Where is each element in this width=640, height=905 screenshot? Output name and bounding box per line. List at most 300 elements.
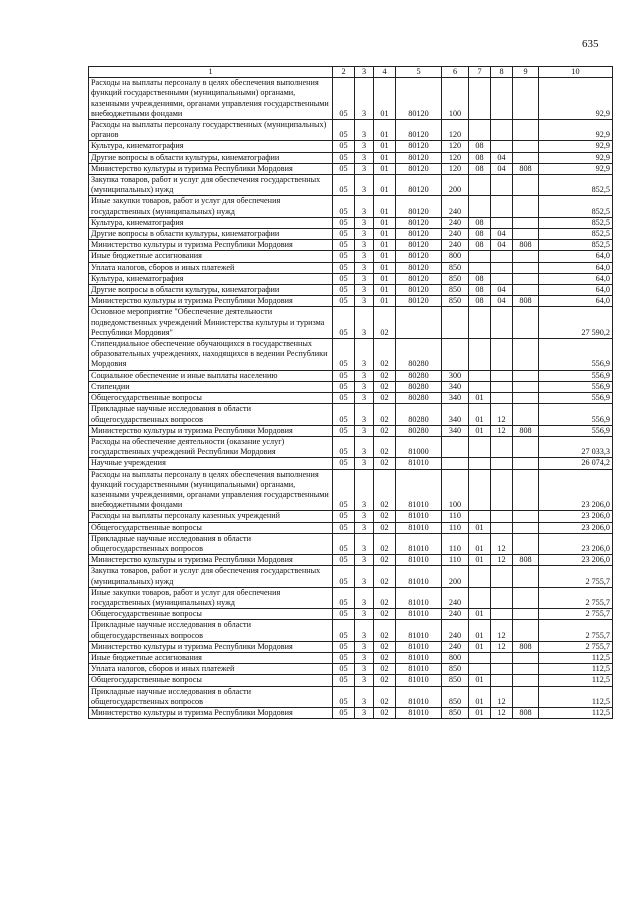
cell-expense-type: 850 xyxy=(442,273,469,284)
cell-target-code: 80120 xyxy=(396,196,442,217)
cell-code-4: 02 xyxy=(374,511,396,522)
cell-name: Закупка товаров, работ и услуг для обеспечения государственных (муниципальных) нужд xyxy=(89,175,333,196)
cell-code-3: 3 xyxy=(355,163,374,174)
cell-name: Министерство культуры и туризма Республики Мордовия xyxy=(89,296,333,307)
cell-code-3: 3 xyxy=(355,522,374,533)
column-header-1: 1 xyxy=(89,67,333,78)
cell-code-4: 01 xyxy=(374,262,396,273)
cell-section: 01 xyxy=(469,533,491,554)
cell-amount: 23 206,0 xyxy=(539,469,613,511)
cell-name: Иные бюджетные ассигнования xyxy=(89,251,333,262)
cell-name: Общегосударственные вопросы xyxy=(89,609,333,620)
cell-expense-type xyxy=(442,339,469,371)
cell-department: 808 xyxy=(513,707,539,718)
column-header-6: 6 xyxy=(442,67,469,78)
cell-amount: 64,0 xyxy=(539,296,613,307)
cell-department xyxy=(513,152,539,163)
budget-table xyxy=(88,66,613,719)
cell-department xyxy=(513,339,539,371)
cell-expense-type: 850 xyxy=(442,664,469,675)
table-row xyxy=(89,707,613,718)
cell-code-4: 02 xyxy=(374,404,396,425)
cell-target-code: 81010 xyxy=(396,707,442,718)
cell-section xyxy=(469,370,491,381)
cell-code-3: 3 xyxy=(355,641,374,652)
cell-expense-type: 200 xyxy=(442,175,469,196)
cell-target-code: 81010 xyxy=(396,511,442,522)
cell-expense-type: 850 xyxy=(442,285,469,296)
cell-subsection xyxy=(491,566,513,587)
cell-subsection: 12 xyxy=(491,707,513,718)
cell-name: Культура, кинематография xyxy=(89,141,333,152)
cell-code-2: 05 xyxy=(333,664,355,675)
table-row xyxy=(89,141,613,152)
table-row xyxy=(89,273,613,284)
cell-code-3: 3 xyxy=(355,381,374,392)
cell-code-3: 3 xyxy=(355,404,374,425)
table-row xyxy=(89,296,613,307)
cell-code-2: 05 xyxy=(333,273,355,284)
cell-target-code: 81010 xyxy=(396,458,442,469)
cell-code-3: 3 xyxy=(355,196,374,217)
column-header-4: 4 xyxy=(374,67,396,78)
cell-name: Расходы на выплаты персоналу казенных учреждений xyxy=(89,511,333,522)
cell-name: Стипендиальное обеспечение обучающихся в государственных образовательных учреждениях, находящихся в ведении Республики Мордовия xyxy=(89,339,333,371)
cell-code-4: 02 xyxy=(374,425,396,436)
cell-code-3: 3 xyxy=(355,469,374,511)
cell-target-code: 80120 xyxy=(396,152,442,163)
cell-code-2: 05 xyxy=(333,175,355,196)
cell-section: 01 xyxy=(469,522,491,533)
cell-code-4: 02 xyxy=(374,609,396,620)
cell-code-3: 3 xyxy=(355,511,374,522)
cell-section: 08 xyxy=(469,285,491,296)
cell-section: 01 xyxy=(469,707,491,718)
cell-code-2: 05 xyxy=(333,163,355,174)
cell-code-4: 02 xyxy=(374,370,396,381)
cell-code-4: 01 xyxy=(374,163,396,174)
cell-code-4: 02 xyxy=(374,566,396,587)
cell-subsection xyxy=(491,675,513,686)
table-row xyxy=(89,120,613,141)
cell-expense-type: 850 xyxy=(442,675,469,686)
column-header-5: 5 xyxy=(396,67,442,78)
cell-amount: 23 206,0 xyxy=(539,522,613,533)
cell-expense-type: 240 xyxy=(442,587,469,608)
cell-code-4: 02 xyxy=(374,469,396,511)
cell-expense-type: 340 xyxy=(442,425,469,436)
cell-subsection xyxy=(491,339,513,371)
cell-target-code: 81010 xyxy=(396,620,442,641)
table-row xyxy=(89,285,613,296)
cell-expense-type: 120 xyxy=(442,163,469,174)
cell-target-code: 81010 xyxy=(396,609,442,620)
table-row xyxy=(89,152,613,163)
cell-code-4: 02 xyxy=(374,436,396,457)
cell-department xyxy=(513,381,539,392)
cell-amount: 92,9 xyxy=(539,120,613,141)
cell-code-3: 3 xyxy=(355,393,374,404)
cell-name: Министерство культуры и туризма Республики Мордовия xyxy=(89,163,333,174)
cell-department: 808 xyxy=(513,296,539,307)
table-row xyxy=(89,587,613,608)
cell-amount: 64,0 xyxy=(539,285,613,296)
table-row xyxy=(89,609,613,620)
cell-expense-type: 100 xyxy=(442,78,469,120)
cell-amount: 852,5 xyxy=(539,175,613,196)
cell-target-code xyxy=(396,307,442,339)
cell-target-code: 80120 xyxy=(396,163,442,174)
cell-code-2: 05 xyxy=(333,566,355,587)
cell-target-code: 80280 xyxy=(396,404,442,425)
cell-code-2: 05 xyxy=(333,262,355,273)
cell-expense-type: 110 xyxy=(442,533,469,554)
cell-subsection: 12 xyxy=(491,555,513,566)
table-row xyxy=(89,163,613,174)
cell-department xyxy=(513,370,539,381)
cell-code-3: 3 xyxy=(355,686,374,707)
cell-expense-type: 120 xyxy=(442,120,469,141)
cell-amount: 23 206,0 xyxy=(539,511,613,522)
table-row xyxy=(89,664,613,675)
cell-section xyxy=(469,436,491,457)
cell-code-3: 3 xyxy=(355,609,374,620)
cell-name: Расходы на выплаты персоналу в целях обеспечения выполнения функций государственными (муниципальными) органами, казенными учреждениями, органами управления государственными внебюджетными фондами xyxy=(89,78,333,120)
cell-section: 01 xyxy=(469,404,491,425)
cell-target-code: 80280 xyxy=(396,393,442,404)
cell-code-2: 05 xyxy=(333,370,355,381)
cell-amount: 852,5 xyxy=(539,196,613,217)
cell-department xyxy=(513,393,539,404)
cell-subsection xyxy=(491,664,513,675)
cell-name: Общегосударственные вопросы xyxy=(89,675,333,686)
cell-code-3: 3 xyxy=(355,555,374,566)
cell-target-code: 80120 xyxy=(396,141,442,152)
cell-name: Прикладные научные исследования в области общегосударственных вопросов xyxy=(89,686,333,707)
table-row xyxy=(89,675,613,686)
table-row xyxy=(89,533,613,554)
cell-code-4: 02 xyxy=(374,652,396,663)
cell-name: Основное мероприятие "Обеспечение деятельности подведомственных учреждений Министерства культуры и туризма Республики Мордовия" xyxy=(89,307,333,339)
cell-code-2: 05 xyxy=(333,620,355,641)
table-row xyxy=(89,652,613,663)
cell-code-3: 3 xyxy=(355,587,374,608)
cell-code-2: 05 xyxy=(333,229,355,240)
cell-subsection xyxy=(491,587,513,608)
cell-code-2: 05 xyxy=(333,675,355,686)
cell-section: 08 xyxy=(469,229,491,240)
cell-subsection xyxy=(491,78,513,120)
cell-name: Другие вопросы в области культуры, кинематографии xyxy=(89,285,333,296)
cell-subsection xyxy=(491,273,513,284)
cell-code-2: 05 xyxy=(333,522,355,533)
table-row xyxy=(89,458,613,469)
cell-name: Прикладные научные исследования в области общегосударственных вопросов xyxy=(89,533,333,554)
cell-code-2: 05 xyxy=(333,587,355,608)
cell-amount: 2 755,7 xyxy=(539,587,613,608)
cell-name: Министерство культуры и туризма Республики Мордовия xyxy=(89,707,333,718)
cell-expense-type: 240 xyxy=(442,609,469,620)
cell-code-4: 02 xyxy=(374,664,396,675)
cell-name: Министерство культуры и туризма Республики Мордовия xyxy=(89,555,333,566)
cell-name: Стипендии xyxy=(89,381,333,392)
cell-name: Культура, кинематография xyxy=(89,273,333,284)
cell-name: Другие вопросы в области культуры, кинематографии xyxy=(89,152,333,163)
cell-expense-type: 300 xyxy=(442,370,469,381)
cell-section xyxy=(469,566,491,587)
cell-section xyxy=(469,469,491,511)
cell-subsection: 04 xyxy=(491,296,513,307)
cell-name: Министерство культуры и туризма Республики Мордовия xyxy=(89,425,333,436)
cell-code-3: 3 xyxy=(355,458,374,469)
cell-name: Другие вопросы в области культуры, кинематографии xyxy=(89,229,333,240)
table-row xyxy=(89,404,613,425)
cell-subsection: 04 xyxy=(491,163,513,174)
table-row xyxy=(89,686,613,707)
cell-code-2: 05 xyxy=(333,533,355,554)
cell-code-3: 3 xyxy=(355,566,374,587)
cell-code-4: 01 xyxy=(374,196,396,217)
cell-expense-type: 850 xyxy=(442,296,469,307)
cell-code-2: 05 xyxy=(333,196,355,217)
cell-amount: 92,9 xyxy=(539,163,613,174)
cell-amount: 852,5 xyxy=(539,240,613,251)
table-row xyxy=(89,196,613,217)
cell-code-3: 3 xyxy=(355,152,374,163)
cell-name: Общегосударственные вопросы xyxy=(89,522,333,533)
cell-code-2: 05 xyxy=(333,339,355,371)
cell-code-4: 02 xyxy=(374,620,396,641)
cell-name: Расходы на выплаты персоналу в целях обеспечения выполнения функций государственными (муниципальными) органами, казенными учреждениями, органами управления государственными внебюджетными фондами xyxy=(89,469,333,511)
table-row xyxy=(89,381,613,392)
cell-code-2: 05 xyxy=(333,141,355,152)
cell-section xyxy=(469,120,491,141)
cell-department: 808 xyxy=(513,555,539,566)
cell-subsection xyxy=(491,436,513,457)
cell-amount: 92,9 xyxy=(539,152,613,163)
cell-amount: 112,5 xyxy=(539,664,613,675)
cell-subsection xyxy=(491,307,513,339)
cell-code-2: 05 xyxy=(333,404,355,425)
cell-code-3: 3 xyxy=(355,141,374,152)
cell-expense-type: 850 xyxy=(442,686,469,707)
cell-code-3: 3 xyxy=(355,307,374,339)
table-row xyxy=(89,620,613,641)
cell-amount: 64,0 xyxy=(539,262,613,273)
cell-subsection xyxy=(491,196,513,217)
cell-name: Министерство культуры и туризма Республики Мордовия xyxy=(89,240,333,251)
cell-code-4: 02 xyxy=(374,587,396,608)
cell-department xyxy=(513,533,539,554)
cell-expense-type: 240 xyxy=(442,620,469,641)
cell-name: Иные бюджетные ассигнования xyxy=(89,652,333,663)
cell-section xyxy=(469,251,491,262)
cell-code-2: 05 xyxy=(333,511,355,522)
cell-section: 01 xyxy=(469,609,491,620)
cell-subsection: 04 xyxy=(491,229,513,240)
cell-section xyxy=(469,587,491,608)
table-row xyxy=(89,393,613,404)
cell-department xyxy=(513,404,539,425)
cell-code-4: 02 xyxy=(374,675,396,686)
cell-code-4: 01 xyxy=(374,78,396,120)
cell-code-2: 05 xyxy=(333,707,355,718)
cell-expense-type: 240 xyxy=(442,641,469,652)
cell-target-code: 80120 xyxy=(396,285,442,296)
cell-code-2: 05 xyxy=(333,307,355,339)
cell-department xyxy=(513,120,539,141)
cell-department xyxy=(513,511,539,522)
cell-section: 08 xyxy=(469,217,491,228)
cell-amount: 112,5 xyxy=(539,675,613,686)
cell-code-3: 3 xyxy=(355,217,374,228)
cell-section: 01 xyxy=(469,620,491,641)
cell-code-3: 3 xyxy=(355,251,374,262)
cell-section: 01 xyxy=(469,393,491,404)
cell-amount: 92,9 xyxy=(539,141,613,152)
cell-amount: 556,9 xyxy=(539,370,613,381)
cell-department xyxy=(513,251,539,262)
cell-code-2: 05 xyxy=(333,425,355,436)
cell-amount: 556,9 xyxy=(539,393,613,404)
cell-amount: 2 755,7 xyxy=(539,566,613,587)
cell-amount: 2 755,7 xyxy=(539,641,613,652)
cell-code-3: 3 xyxy=(355,370,374,381)
cell-target-code: 80280 xyxy=(396,370,442,381)
cell-subsection xyxy=(491,652,513,663)
cell-code-4: 01 xyxy=(374,217,396,228)
cell-code-2: 05 xyxy=(333,652,355,663)
column-header-7: 7 xyxy=(469,67,491,78)
cell-target-code: 81010 xyxy=(396,675,442,686)
cell-target-code: 81000 xyxy=(396,436,442,457)
cell-department xyxy=(513,196,539,217)
cell-code-2: 05 xyxy=(333,251,355,262)
cell-amount: 64,0 xyxy=(539,251,613,262)
cell-target-code: 80120 xyxy=(396,273,442,284)
header-row xyxy=(89,67,613,78)
cell-code-4: 01 xyxy=(374,141,396,152)
cell-expense-type: 110 xyxy=(442,522,469,533)
cell-department: 808 xyxy=(513,240,539,251)
cell-code-2: 05 xyxy=(333,296,355,307)
page-number: 635 xyxy=(582,38,599,50)
cell-code-3: 3 xyxy=(355,120,374,141)
cell-code-3: 3 xyxy=(355,78,374,120)
cell-code-4: 02 xyxy=(374,307,396,339)
cell-subsection xyxy=(491,511,513,522)
cell-expense-type xyxy=(442,436,469,457)
cell-amount: 92,9 xyxy=(539,78,613,120)
cell-amount: 27 590,2 xyxy=(539,307,613,339)
table-row xyxy=(89,339,613,371)
cell-amount: 556,9 xyxy=(539,339,613,371)
cell-subsection xyxy=(491,217,513,228)
cell-code-2: 05 xyxy=(333,120,355,141)
cell-department xyxy=(513,522,539,533)
cell-target-code: 81010 xyxy=(396,686,442,707)
cell-section: 01 xyxy=(469,641,491,652)
table-row xyxy=(89,307,613,339)
cell-code-4: 01 xyxy=(374,251,396,262)
cell-name: Культура, кинематография xyxy=(89,217,333,228)
cell-code-4: 01 xyxy=(374,240,396,251)
cell-target-code: 80120 xyxy=(396,240,442,251)
cell-expense-type: 200 xyxy=(442,566,469,587)
cell-section xyxy=(469,78,491,120)
cell-name: Уплата налогов, сборов и иных платежей xyxy=(89,664,333,675)
cell-subsection xyxy=(491,609,513,620)
cell-code-4: 02 xyxy=(374,381,396,392)
cell-code-3: 3 xyxy=(355,240,374,251)
cell-department xyxy=(513,609,539,620)
cell-department: 808 xyxy=(513,425,539,436)
cell-department xyxy=(513,285,539,296)
cell-target-code: 80280 xyxy=(396,425,442,436)
cell-section xyxy=(469,664,491,675)
cell-target-code: 81010 xyxy=(396,522,442,533)
cell-department xyxy=(513,587,539,608)
cell-expense-type: 240 xyxy=(442,196,469,217)
cell-target-code: 80120 xyxy=(396,120,442,141)
cell-department xyxy=(513,686,539,707)
cell-section: 08 xyxy=(469,141,491,152)
cell-department xyxy=(513,141,539,152)
cell-code-4: 02 xyxy=(374,458,396,469)
cell-subsection: 12 xyxy=(491,641,513,652)
cell-target-code: 81010 xyxy=(396,641,442,652)
column-header-9: 9 xyxy=(513,67,539,78)
cell-subsection: 12 xyxy=(491,620,513,641)
cell-section xyxy=(469,652,491,663)
table-row xyxy=(89,370,613,381)
cell-expense-type: 240 xyxy=(442,217,469,228)
table-row xyxy=(89,175,613,196)
cell-code-4: 01 xyxy=(374,120,396,141)
cell-amount: 64,0 xyxy=(539,273,613,284)
cell-expense-type: 800 xyxy=(442,251,469,262)
cell-code-4: 01 xyxy=(374,285,396,296)
cell-section xyxy=(469,307,491,339)
cell-name: Расходы на обеспечение деятельности (оказание услуг) государственных учреждений Республики Мордовия xyxy=(89,436,333,457)
cell-section xyxy=(469,175,491,196)
cell-subsection xyxy=(491,262,513,273)
cell-expense-type: 100 xyxy=(442,469,469,511)
cell-subsection: 12 xyxy=(491,686,513,707)
cell-amount: 23 206,0 xyxy=(539,555,613,566)
cell-target-code: 81010 xyxy=(396,566,442,587)
cell-name: Общегосударственные вопросы xyxy=(89,393,333,404)
cell-department xyxy=(513,229,539,240)
cell-section: 01 xyxy=(469,425,491,436)
cell-code-3: 3 xyxy=(355,436,374,457)
column-header-2: 2 xyxy=(333,67,355,78)
cell-section: 08 xyxy=(469,296,491,307)
cell-code-3: 3 xyxy=(355,262,374,273)
cell-subsection xyxy=(491,251,513,262)
cell-section: 08 xyxy=(469,163,491,174)
cell-subsection xyxy=(491,381,513,392)
cell-code-4: 02 xyxy=(374,339,396,371)
cell-expense-type: 110 xyxy=(442,511,469,522)
cell-amount: 556,9 xyxy=(539,381,613,392)
cell-target-code: 80120 xyxy=(396,217,442,228)
cell-code-3: 3 xyxy=(355,652,374,663)
cell-name: Иные закупки товаров, работ и услуг для обеспечения государственных (муниципальных) нужд xyxy=(89,587,333,608)
cell-target-code: 80280 xyxy=(396,381,442,392)
cell-code-4: 01 xyxy=(374,175,396,196)
cell-subsection: 04 xyxy=(491,152,513,163)
